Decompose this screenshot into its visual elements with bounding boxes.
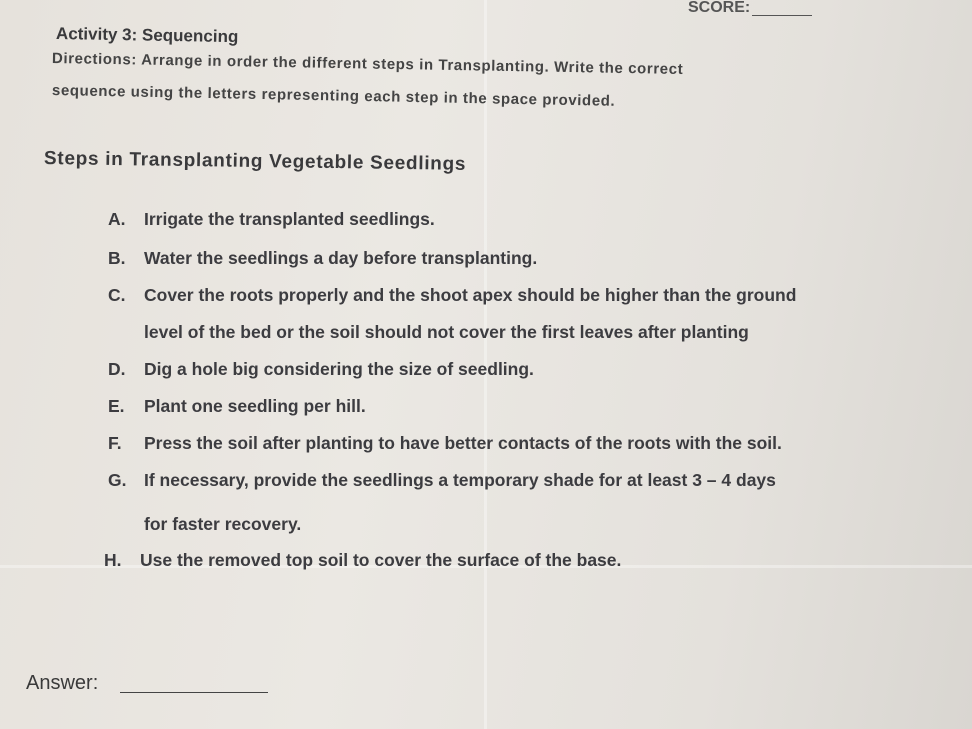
step-d: D. Dig a hole big considering the size of seedling. <box>108 359 534 379</box>
step-a: A. Irrigate the transplanted seedlings. <box>108 209 435 229</box>
score-label: SCORE: <box>688 0 751 16</box>
answer-label: Answer: <box>26 672 99 694</box>
step-e: E. Plant one seedling per hill. <box>108 396 366 416</box>
step-g: G. If necessary, provide the seedlings a temporary shade for at least 3 – 4 days <box>108 470 776 490</box>
step-h: H. Use the removed top soil to cover the surface of the base. <box>104 550 622 570</box>
step-f: F. Press the soil after planting to have better contacts of the roots with the soil. <box>108 433 782 453</box>
step-c: C. Cover the roots properly and the shoot apex should be higher than the ground <box>108 285 797 305</box>
step-g-continued: for faster recovery. <box>144 514 302 534</box>
activity-title: Activity 3: Sequencing <box>55 24 239 47</box>
score-blank <box>752 15 812 16</box>
answer-blank[interactable] <box>120 692 268 693</box>
step-c-continued: level of the bed or the soil should not cover the first leaves after planting <box>144 322 749 342</box>
directions-line-2: sequence using the letters representing each step in the space provided. <box>51 82 616 110</box>
step-b: B. Water the seedlings a day before transplanting. <box>108 248 538 268</box>
directions-line-1: Directions: Arrange in order the different steps in Transplanting. Write the correct <box>51 50 684 79</box>
section-heading: Steps in Transplanting Vegetable Seedlings <box>43 148 467 175</box>
